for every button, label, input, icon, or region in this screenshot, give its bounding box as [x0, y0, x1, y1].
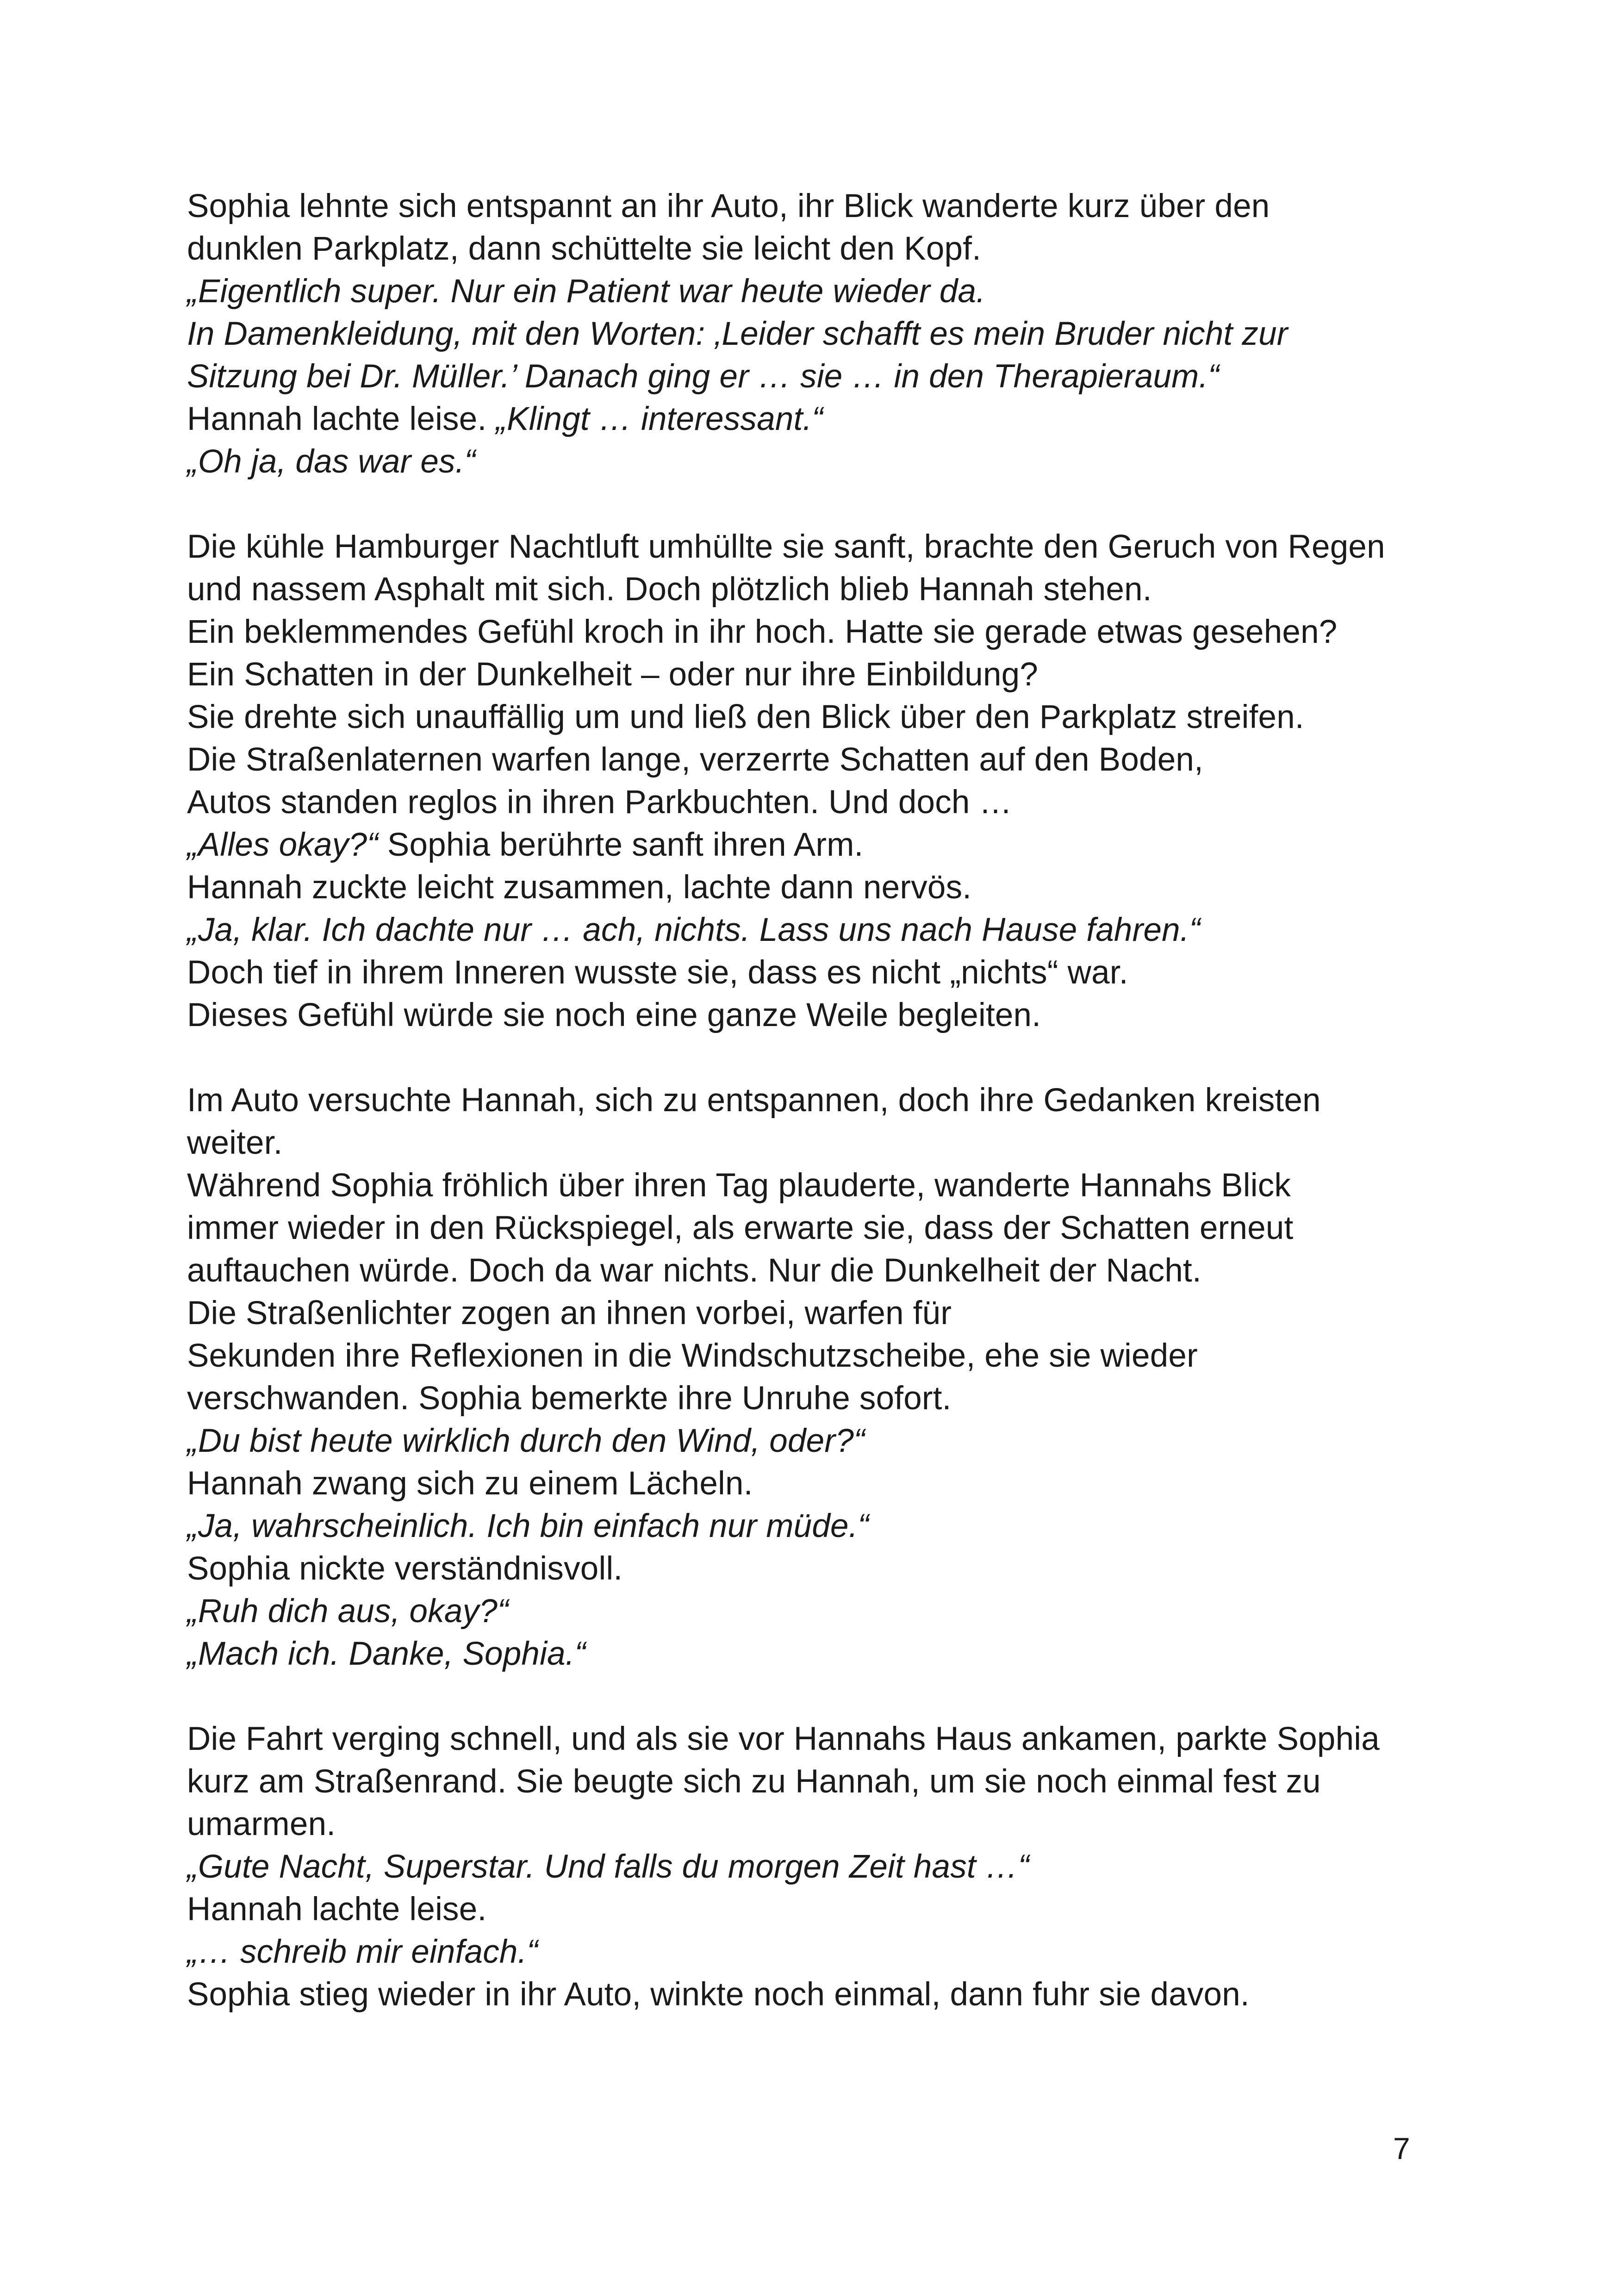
- text-line: [187, 739, 1483, 781]
- narration-text: immer wieder in den Rückspiegel, als erwarte sie, dass der Schatten erneut: [187, 1210, 1294, 1246]
- narration-text: Hannah lachte leise.: [187, 1891, 487, 1928]
- narration-text: Während Sophia fröhlich über ihren Tag plauderte, wanderte Hannahs Blick: [187, 1167, 1291, 1204]
- dialogue-text: In Damenkleidung, mit den Worten: ‚Leider schafft es mein Bruder nicht zur: [187, 316, 1288, 352]
- narration-text: Hannah zuckte leicht zusammen, lachte dann nervös.: [187, 869, 972, 906]
- narration-text: umarmen.: [187, 1806, 336, 1842]
- narration-text: Sekunden ihre Reflexionen in die Windschutzscheibe, ehe sie wieder: [187, 1338, 1198, 1374]
- text-line: [187, 1079, 1483, 1122]
- text-line: [187, 1420, 1483, 1462]
- text-line: [187, 1803, 1483, 1846]
- text-line: [187, 909, 1483, 952]
- text-line: [187, 1888, 1483, 1931]
- narration-text: Sophia stieg wieder in ihr Auto, winkte noch einmal, dann fuhr sie davon.: [187, 1976, 1250, 2013]
- narration-text: dunklen Parkplatz, dann schüttelte sie leicht den Kopf.: [187, 230, 982, 267]
- text-line: [187, 611, 1483, 653]
- text-line: [187, 1548, 1483, 1590]
- narration-text: Hannah zwang sich zu einem Lächeln.: [187, 1465, 753, 1502]
- narration-text: kurz am Straßenrand. Sie beugte sich zu Hannah, um sie noch einmal fest zu: [187, 1763, 1321, 1800]
- text-line: [187, 824, 1483, 866]
- text-line: [187, 1377, 1483, 1420]
- text-line: [187, 952, 1483, 994]
- dialogue-text: „… schreib mir einfach.“: [187, 1934, 538, 1970]
- narration-text: auftauchen würde. Doch da war nichts. Nur die Dunkelheit der Nacht.: [187, 1252, 1201, 1289]
- text-line: [187, 1761, 1483, 1803]
- text-line: [187, 1633, 1483, 1675]
- narration-text: Ein Schatten in der Dunkelheit – oder nur ihre Einbildung?: [187, 656, 1039, 693]
- narration-text: weiter.: [187, 1125, 283, 1161]
- text-line: [187, 185, 1483, 228]
- dialogue-text: „Klingt … interessant.“: [496, 401, 823, 437]
- narration-text: Hannah lachte leise.: [187, 401, 496, 437]
- page-number: 7: [1393, 2131, 1410, 2165]
- text-line: [187, 568, 1483, 611]
- narration-text: Doch tief in ihrem Inneren wusste sie, dass es nicht „nichts“ war.: [187, 954, 1128, 991]
- text-line: [187, 1207, 1483, 1250]
- text-line: [187, 866, 1483, 909]
- narration-text: und nassem Asphalt mit sich. Doch plötzlich blieb Hannah stehen.: [187, 571, 1152, 608]
- text-line: [187, 653, 1483, 696]
- dialogue-text: „Du bist heute wirklich durch den Wind, oder?“: [187, 1423, 865, 1459]
- text-line: [187, 1931, 1483, 1973]
- dialogue-text: Sitzung bei Dr. Müller.’ Danach ging er … sie … in den Therapieraum.“: [187, 358, 1220, 395]
- paragraph-gap: [187, 483, 1483, 526]
- text-line: [187, 398, 1483, 441]
- text-line: [187, 441, 1483, 483]
- paragraph-gap: [187, 1037, 1483, 1079]
- text-line: [187, 1122, 1483, 1164]
- narration-text: Sie drehte sich unauffällig um und ließ den Blick über den Parkplatz streifen.: [187, 699, 1304, 735]
- text-line: [187, 526, 1483, 568]
- dialogue-text: „Gute Nacht, Superstar. Und falls du morgen Zeit hast …“: [187, 1848, 1029, 1885]
- narration-text: Autos standen reglos in ihren Parkbuchten. Und doch …: [187, 784, 1012, 821]
- text-line: [187, 313, 1483, 355]
- text-line: [187, 1462, 1483, 1505]
- text-line: [187, 696, 1483, 739]
- paragraph: [187, 526, 1483, 1037]
- narration-text: Sophia berührte sanft ihren Arm.: [378, 827, 864, 863]
- text-line: [187, 228, 1483, 270]
- narration-text: Ein beklemmendes Gefühl kroch in ihr hoch. Hatte sie gerade etwas gesehen?: [187, 614, 1338, 650]
- document-body: [187, 185, 1483, 2016]
- text-line: [187, 1505, 1483, 1548]
- dialogue-text: „Mach ich. Danke, Sophia.“: [187, 1636, 586, 1672]
- text-line: [187, 1250, 1483, 1292]
- narration-text: Dieses Gefühl würde sie noch eine ganze Weile begleiten.: [187, 997, 1041, 1033]
- narration-text: Die Straßenlaternen warfen lange, verzerrte Schatten auf den Boden,: [187, 741, 1203, 778]
- paragraph: [187, 1079, 1483, 1675]
- text-line: [187, 270, 1483, 313]
- text-line: [187, 1718, 1483, 1761]
- narration-text: Im Auto versuchte Hannah, sich zu entspannen, doch ihre Gedanken kreisten: [187, 1082, 1321, 1119]
- narration-text: Sophia nickte verständnisvoll.: [187, 1550, 623, 1587]
- dialogue-text: „Eigentlich super. Nur ein Patient war heute wieder da.: [187, 273, 986, 310]
- dialogue-text: „Ja, wahrscheinlich. Ich bin einfach nur müde.“: [187, 1508, 869, 1544]
- text-line: [187, 1335, 1483, 1377]
- dialogue-text: „Oh ja, das war es.“: [187, 443, 476, 480]
- text-line: [187, 1846, 1483, 1888]
- text-line: [187, 994, 1483, 1037]
- dialogue-text: „Alles okay?“: [187, 827, 378, 863]
- dialogue-text: „Ja, klar. Ich dachte nur … ach, nichts. Lass uns nach Hause fahren.“: [187, 912, 1201, 948]
- narration-text: Die Straßenlichter zogen an ihnen vorbei, warfen für: [187, 1295, 952, 1332]
- text-line: [187, 781, 1483, 824]
- text-line: [187, 1164, 1483, 1207]
- text-line: [187, 1590, 1483, 1633]
- narration-text: verschwanden. Sophia bemerkte ihre Unruhe sofort.: [187, 1380, 952, 1417]
- text-line: [187, 1973, 1483, 2016]
- narration-text: Die Fahrt verging schnell, und als sie vor Hannahs Haus ankamen, parkte Sophia: [187, 1721, 1380, 1757]
- paragraph: [187, 185, 1483, 483]
- paragraph: [187, 1718, 1483, 2016]
- narration-text: Die kühle Hamburger Nachtluft umhüllte sie sanft, brachte den Geruch von Regen: [187, 529, 1385, 565]
- narration-text: Sophia lehnte sich entspannt an ihr Auto, ihr Blick wanderte kurz über den: [187, 188, 1270, 224]
- text-line: [187, 1292, 1483, 1335]
- text-line: [187, 355, 1483, 398]
- dialogue-text: „Ruh dich aus, okay?“: [187, 1593, 509, 1630]
- paragraph-gap: [187, 1675, 1483, 1718]
